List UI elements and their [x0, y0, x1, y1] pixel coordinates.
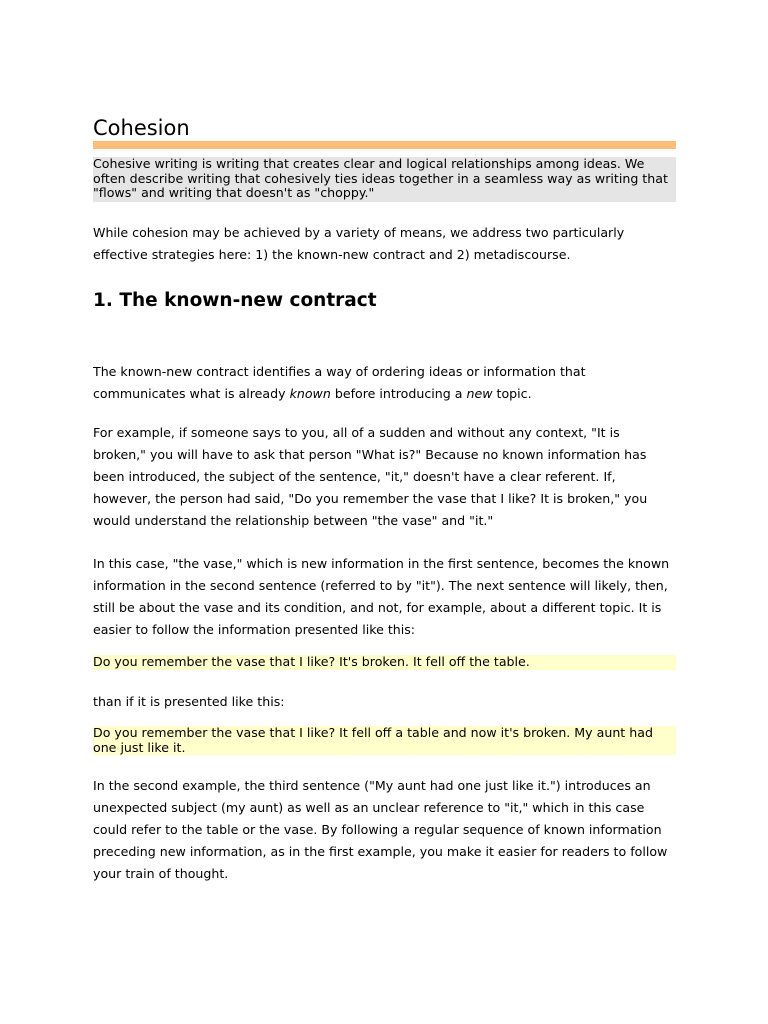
page-title: Cohesion — [93, 116, 190, 140]
quote-good-example: Do you remember the vase that I like? It's broken. It fell off the table. — [93, 655, 676, 670]
intro-box — [93, 157, 676, 202]
second-example-paragraph: In the second example, the third sentence ("My aunt had one just like it.") introduces an unexpected subject (my aunt) as well as an unclear reference to "it," which in this case could refer to the table or the vase. By following a regular sequence of known information preceding new information, as in the first example, you make it easier for readers to follow your train of thought. — [93, 778, 668, 881]
intro-text: Cohesive writing is writing that creates clear and logical relationships among ideas. We often describe writing that cohesively ties ideas together in a seamless way as writing that "flows" and writing that doesn't as "choppy." — [93, 156, 668, 200]
definition-text-1: The known-new contract identifies a way of ordering ideas or information that communicates what is already — [93, 364, 586, 401]
title-underline — [93, 141, 676, 149]
case-paragraph: In this case, "the vase," which is new information in the first sentence, becomes the known information in the second sentence (referred to by "it"). The next sentence will likely, then, still be about the vase and its condition, and not, for example, about a different topic. It is easier to follow the information presented like this: — [93, 556, 670, 637]
example-paragraph: For example, if someone says to you, all of a sudden and without any context, "It is broken," you will have to ask that person "What is?" Because no known information has been introduced, the subject of the sentence, "it," doesn't have a clear referent. If, however, the person had said, "Do you remember the vase that I like? It is broken," you would understand the relationship between "the vase" and "it." — [93, 425, 648, 528]
definition-new: new — [466, 386, 493, 401]
than-paragraph: than if it is presented like this: — [93, 694, 285, 709]
section-heading-known-new: 1. The known-new contract — [93, 290, 377, 311]
definition-known: known — [289, 386, 331, 401]
definition-text-3: topic. — [492, 386, 532, 401]
definition-paragraph — [93, 361, 676, 405]
means-paragraph: While cohesion may be achieved by a variety of means, we address two particularly effective strategies here: 1) the known-new contract and 2) metadiscourse. — [93, 225, 625, 262]
quote-bad-example: Do you remember the vase that I like? It fell off a table and now it's broken. My aunt had one just like it. — [93, 726, 676, 755]
definition-text-2: before introducing a — [330, 386, 467, 401]
